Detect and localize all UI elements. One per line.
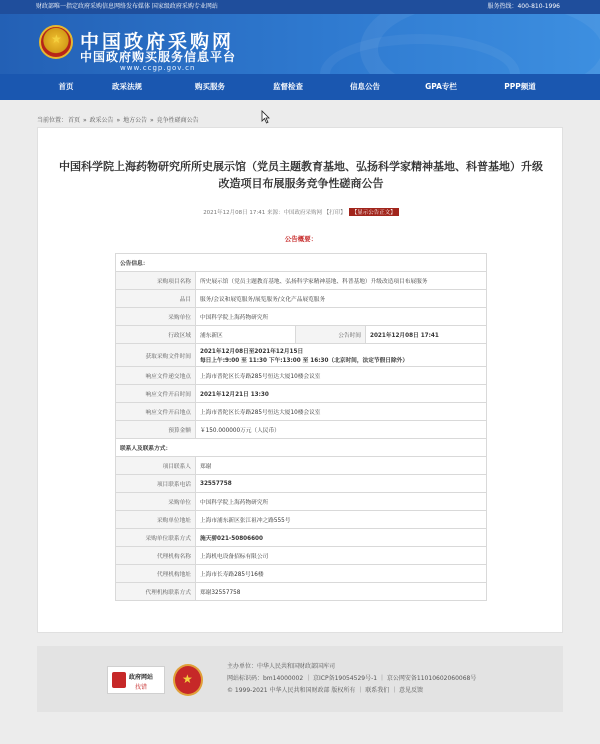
national-emblem-icon: ★	[39, 25, 73, 59]
table-row	[116, 475, 487, 493]
footer-copyright[interactable]: © 1999-2021 中华人民共和国财政部 版权所有 ｜ 联系我们 ｜ 意见反馈	[227, 687, 424, 694]
field-label: 预算金额	[116, 421, 196, 439]
table-row	[116, 457, 487, 475]
site-header	[0, 14, 600, 74]
summary-heading: 公告概要：	[284, 235, 318, 243]
field-value: 上海市浦东新区张江祖冲之路555号	[196, 511, 487, 529]
nav-regulations[interactable]: 政采法规	[112, 82, 142, 91]
field-value	[196, 344, 487, 367]
mouse-cursor-icon	[261, 110, 270, 124]
table-row	[116, 385, 487, 403]
site-footer	[37, 646, 563, 712]
badge-sublabel: 找错	[135, 684, 148, 691]
field-label: 项目联系电话	[116, 475, 196, 493]
gov-site-error-report-badge[interactable]	[107, 666, 165, 694]
breadcrumb-separator: »	[150, 117, 154, 124]
field-value: 2021年12月21日 13:30	[196, 385, 487, 403]
field-value: 上海机电设备招标有限公司	[196, 547, 487, 565]
nav-ppp[interactable]: PPP频道	[504, 82, 536, 91]
party-org-badge-icon[interactable]: ★	[173, 664, 203, 696]
table-row	[116, 367, 487, 385]
field-label: 采购单位	[116, 308, 196, 326]
field-label: 代理机构地址	[116, 565, 196, 583]
breadcrumb	[37, 115, 200, 124]
site-logo-title[interactable]: 中国政府采购网	[80, 31, 235, 53]
field-value: 服务/会议和展览服务/展览服务/文化产品展览服务	[196, 290, 487, 308]
nav-purchase-services[interactable]: 购买服务	[195, 82, 225, 91]
breadcrumb-announcements[interactable]: 政采公告	[89, 117, 114, 124]
table-row	[116, 254, 487, 272]
table-row	[116, 290, 487, 308]
field-label: 获取采购文件时间	[116, 344, 196, 367]
footer-sponsor: 主办单位：中华人民共和国财政部国库司	[227, 663, 336, 670]
table-row	[116, 326, 487, 344]
field-value: 2021年12月08日 17:41	[366, 326, 487, 344]
doc-time-daily: 每日上午:9:00 至 11:30 下午:13:00 至 16:30（北京时间，法定节假日除外）	[200, 358, 409, 364]
show-body-button[interactable]: 【显示公告正文】	[349, 208, 399, 216]
field-value: 中国科学院上海药物研究所	[196, 308, 487, 326]
top-tagline: 财政部唯一指定政府采购信息网络发布媒体 国家级政府采购专业网站	[36, 3, 218, 10]
page-title: 中国科学院上海药物研究所所史展示馆（党员主题教育基地、弘扬科学家精神基地、科普基地）升级改造项目布展服务竞争性磋商公告	[59, 160, 543, 190]
doc-time-range: 2021年12月08日至2021年12月15日	[200, 349, 304, 355]
field-label: 采购项目名称	[116, 272, 196, 290]
report-error-icon	[112, 672, 126, 688]
table-row	[116, 493, 487, 511]
table-row	[116, 565, 487, 583]
field-label: 响应文件开启时间	[116, 385, 196, 403]
field-label: 采购单位联系方式	[116, 529, 196, 547]
site-url: www.ccgp.gov.cn	[120, 64, 196, 72]
field-label: 品目	[116, 290, 196, 308]
table-row	[116, 272, 487, 290]
footer-info	[227, 661, 476, 697]
field-value: 所史展示馆（党员主题教育基地、弘扬科学家精神基地、科普基地）升级改造项目布展服务	[196, 272, 487, 290]
table-row	[116, 511, 487, 529]
nav-home[interactable]: 首页	[58, 82, 74, 91]
table-row	[116, 308, 487, 326]
table-row	[116, 547, 487, 565]
announcement-info-table	[115, 253, 487, 601]
field-value: 浦东新区	[196, 326, 296, 344]
field-value: 郑谢32557758	[196, 583, 487, 601]
field-label: 代理机构联系方式	[116, 583, 196, 601]
publish-info: 2021年12月08日 17:41 来源：中国政府采购网 【打印】	[203, 210, 346, 216]
nav-announcements[interactable]: 信息公告	[350, 82, 380, 91]
site-logo-subtitle: 中国政府购买服务信息平台	[80, 50, 237, 64]
service-hotline: 服务热线：400-810-1996	[487, 3, 560, 10]
field-value: ￥150.000000万元（人民币）	[196, 421, 487, 439]
breadcrumb-current[interactable]: 竞争性磋商公告	[156, 117, 199, 124]
field-label: 采购单位地址	[116, 511, 196, 529]
article-meta	[38, 208, 564, 216]
field-label: 响应文件开启地点	[116, 403, 196, 421]
field-value: 上海市普陀区长寿路285号恒达大厦10楼会议室	[196, 367, 487, 385]
breadcrumb-local[interactable]: 地方公告	[123, 117, 148, 124]
field-value: 施天骄021-50806600	[196, 529, 487, 547]
nav-supervision[interactable]: 监督检查	[273, 82, 303, 91]
top-info-bar	[0, 0, 600, 14]
field-label: 项目联系人	[116, 457, 196, 475]
table-row	[116, 344, 487, 367]
footer-icp[interactable]: 网站标识码：bm14000002 ｜ 京ICP备19054529号-1 ｜ 京公网安备11010602060068号	[227, 675, 477, 682]
field-label: 行政区域	[116, 326, 196, 344]
table-row	[116, 439, 487, 457]
table-row	[116, 583, 487, 601]
badge-label: 政府网站	[129, 674, 154, 681]
table-row	[116, 529, 487, 547]
table-row	[116, 421, 487, 439]
main-nav	[0, 74, 600, 100]
breadcrumb-separator: »	[82, 117, 87, 124]
field-value: 郑谢	[196, 457, 487, 475]
field-label: 公告时间	[296, 326, 366, 344]
breadcrumb-home[interactable]: 首页	[68, 117, 81, 124]
field-value: 上海市长寿路285号16楼	[196, 565, 487, 583]
breadcrumb-separator: »	[116, 117, 121, 124]
field-value: 中国科学院上海药物研究所	[196, 493, 487, 511]
field-label: 响应文件递交地点	[116, 367, 196, 385]
section-heading: 公告信息：	[116, 254, 487, 272]
table-row	[116, 403, 487, 421]
nav-gpa[interactable]: GPA专栏	[425, 82, 457, 91]
breadcrumb-prefix: 当前位置：	[37, 117, 68, 124]
field-label: 采购单位	[116, 493, 196, 511]
section-heading: 联系人及联系方式：	[116, 439, 487, 457]
field-value: 32557758	[196, 475, 487, 493]
field-label: 代理机构名称	[116, 547, 196, 565]
announcement-card	[37, 127, 563, 633]
field-value: 上海市普陀区长寿路285号恒达大厦10楼会议室	[196, 403, 487, 421]
